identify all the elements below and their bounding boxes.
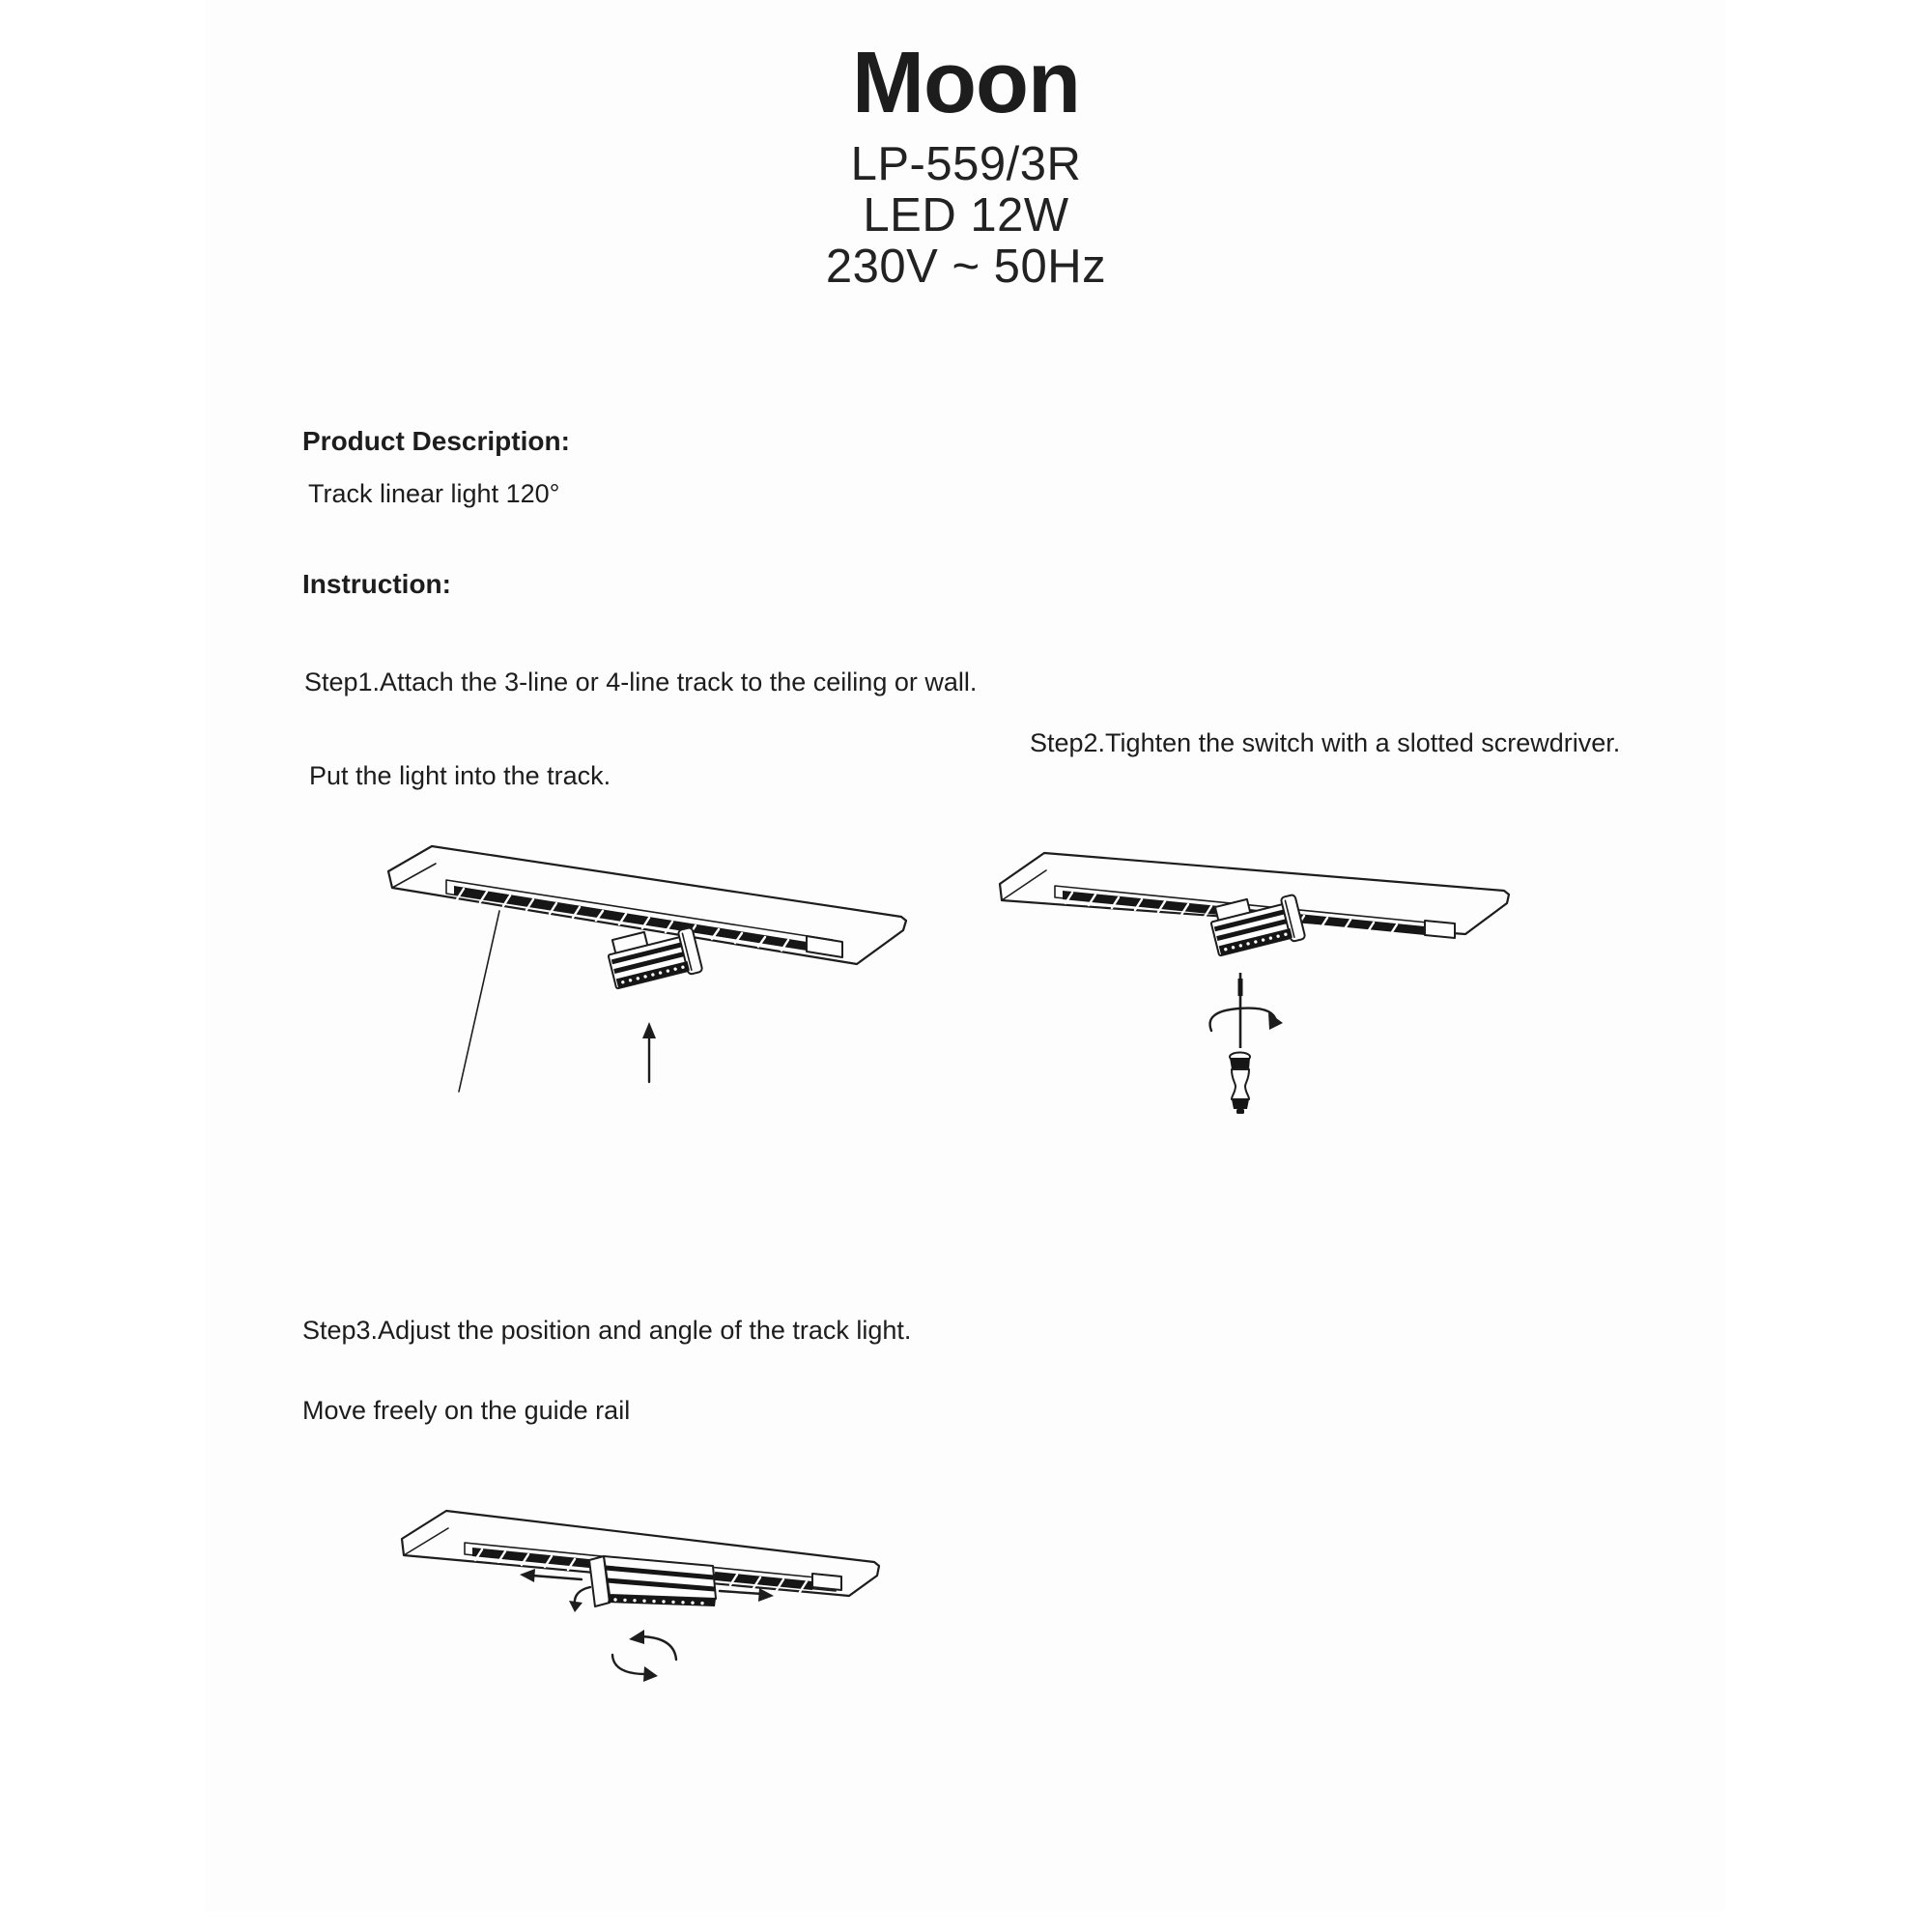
step1-subtext: Put the light into the track.	[309, 761, 611, 790]
track-leader-line	[459, 911, 499, 1092]
screwdriver-handle	[1230, 1053, 1250, 1115]
product-description-heading: Product Description:	[302, 426, 570, 456]
track-light-fixture	[589, 1556, 716, 1606]
power-rating: LED 12W	[863, 189, 1069, 242]
brand-title: Moon	[852, 35, 1080, 131]
step3-diagram	[391, 1502, 894, 1753]
track-end-connector	[1425, 921, 1455, 938]
track-end-connector	[812, 1574, 841, 1590]
step1-text: Step1.Attach the 3-line or 4-line track to the ceiling or wall.	[304, 668, 978, 696]
model-number: LP-559/3R	[850, 138, 1082, 190]
step3-subtext: Move freely on the guide rail	[302, 1396, 631, 1425]
instruction-heading: Instruction:	[302, 569, 451, 599]
tilt-arrow	[569, 1587, 590, 1612]
step1-diagram	[377, 826, 927, 1106]
product-description-text: Track linear light 120°	[308, 479, 560, 508]
screwdriver	[1210, 973, 1283, 1114]
step3-text: Step3.Adjust the position and angle of the track light.	[302, 1316, 912, 1345]
voltage-rating: 230V ~ 50Hz	[825, 241, 1107, 293]
step2-text: Step2.Tighten the switch with a slotted screwdriver.	[1030, 728, 1621, 757]
product-spec-block	[0, 139, 1932, 293]
move-right-arrow	[720, 1588, 774, 1602]
insert-up-arrow	[642, 1022, 656, 1082]
rotate-arrow	[612, 1630, 676, 1682]
track-light-fixture	[1208, 888, 1305, 959]
track-end-connector	[807, 936, 842, 957]
rotate-arrow	[1210, 1009, 1283, 1031]
step2-diagram	[995, 826, 1521, 1135]
screwdriver-blade	[1238, 979, 1243, 996]
